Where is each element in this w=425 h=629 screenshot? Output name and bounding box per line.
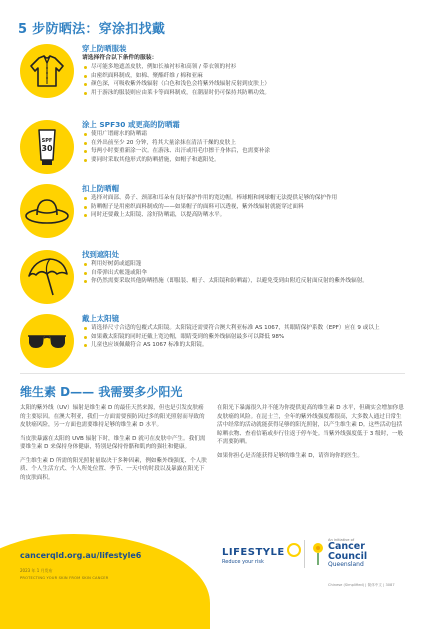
section-title: 扣上防晒帽 xyxy=(82,184,119,193)
sunglasses-icon xyxy=(20,314,74,368)
series-note: PROTECTING YOUR SKIN FROM SKIN CANCER xyxy=(20,576,109,580)
svg-text:SPF: SPF xyxy=(41,138,53,144)
section-title: 戴上太阳镜 xyxy=(82,314,119,323)
list-item: 在外出前至少 20 分钟，将其大量涂抹在清洁干燥的皮肤上 xyxy=(82,139,410,148)
section-title: 找到遮阳处 xyxy=(82,250,119,259)
list-item: 利用好树荫或遮阳篷 xyxy=(82,260,410,269)
website-link[interactable]: cancerqld.org.au/lifestyle6 xyxy=(20,551,142,560)
section-sunglasses xyxy=(20,314,410,372)
list-item: 尽可能多地遮盖皮肤，例如长袖衬衫和高领 / 带衣领的衬衫 xyxy=(82,63,410,72)
list-item: 儿童也应该佩戴符合 AS 1067 标准的太阳镜。 xyxy=(82,341,410,350)
divider xyxy=(20,373,405,374)
lifestyle6-logo xyxy=(222,543,301,565)
section-clothing xyxy=(20,44,410,110)
section-shade xyxy=(20,250,410,310)
paragraph: 当皮肤暴露在太阳的 UVB 辐射下时，维生素 D 就可在皮肤中产生。我们需要维生素 D 来保持身体健康，特别是保持骨骼和肌肉的强壮和健康。 xyxy=(20,435,206,450)
section-sunscreen xyxy=(20,120,410,180)
lifestyle-six-icon xyxy=(287,543,301,557)
paragraph: 产生维生素 D 所需的阳光照射量取决于多种因素，例如紫外线强度、个人肤质、个人生活方式、个人所处位置、季节、一天中的时段以及暴露在阳光下的皮肤面积。 xyxy=(20,457,207,481)
list-item: 请选择尺寸合适的包覆式太阳镜。太阳镜还需要符合澳大利亚标准 AS 1067，其眼睛保护系数（EPF）应在 9 或以上 xyxy=(82,324,410,333)
paragraph: 太阳的紫外线（UV）辐射是维生素 D 的最佳天然来源，但也是引发皮肤癌的主要原因。在澳大利亚，我们一方面需要预防因过多的阳光照射而导致的皮肤癌风险，另一方面也需要维持足够的维生素 D 水平。 xyxy=(20,405,205,428)
vitamin-d-right-column xyxy=(217,404,405,465)
paragraph: 在阳光下暴露很久并不能为你提供更高的维生素 D 水平，但确实会增加你患皮肤癌的风险。在昆士兰，全年的紫外线强度都很高，大多数人通过日常生活中经常的活动就能获得足够的阳光照射，以产生维生素 D。这些活动包括晾晒衣物、查看信箱或步行往返于停车处。当紫外线强度低于 3 级时，一般不需要防晒。 xyxy=(217,405,404,445)
list-item: 由密织面料制成，如棉、聚酯纤维 / 棉和亚麻 xyxy=(82,72,410,81)
initiative-label: An initiative of xyxy=(328,538,355,542)
vitamin-d-heading: 维生素 D—— 我需要多少阳光 xyxy=(20,385,183,399)
list-item: 自带弹出式帐篷或阳伞 xyxy=(82,269,410,278)
list-item: 同时还要戴上太阳镜、涂好防晒霜，以提高防晒水平。 xyxy=(82,211,410,220)
lifestyle-tagline: Reduce your risk xyxy=(222,559,264,565)
section-subtitle: 请选择符合以下条件的服装： xyxy=(82,55,158,61)
section-title: 穿上防晒服装 xyxy=(82,44,127,53)
page-title: 5 步防晒法：穿涂扣找戴 xyxy=(18,22,166,37)
list-item: 使用广谱耐水的防晒霜 xyxy=(82,130,410,139)
council-label: Council xyxy=(328,550,368,562)
list-item: 选择对面部、鼻子、颈部和耳朵有良好保护作用的宽边帽。棒球帽和网球帽无法提供足够的保护作用 xyxy=(82,194,410,203)
daffodil-icon xyxy=(311,542,325,566)
queensland-label: Queensland xyxy=(328,561,364,568)
section-hat xyxy=(20,184,410,240)
sunscreen-tube-icon xyxy=(20,120,74,174)
list-item: 用于游泳的服装则应由莱卡等面料制成，在潮湿时仍可保持其防晒功效。 xyxy=(82,89,410,98)
list-item: 你仍然需要采取其他防晒措施（即服装、帽子、太阳镜和防晒霜），以避免受到由附近反射面反射的紫外线辐射。 xyxy=(82,277,410,286)
umbrella-icon xyxy=(20,250,74,304)
document-code: Chinese (Simplified) | 简体中文 | 3087 xyxy=(328,583,395,587)
publish-note: 2023 年 1 月发布 xyxy=(20,568,53,573)
footer-decoration xyxy=(0,534,210,629)
list-item: 颜色深，可吸收紫外线辐射（白色和浅色会将紫外线辐射反射到皮肤上） xyxy=(82,80,410,89)
svg-text:30: 30 xyxy=(41,144,53,153)
list-item: 要同时采取其他形式的防晒措施，如帽子和遮阳处。 xyxy=(82,156,410,165)
paragraph: 如果你担心是否能获得足够的维生素 D，请咨询你的医生。 xyxy=(217,452,363,459)
vitamin-d-left-column xyxy=(20,404,208,487)
shirt-icon xyxy=(20,44,74,98)
lifestyle-label: LIFESTYLE xyxy=(222,547,285,558)
cancer-label: Cancer xyxy=(328,541,365,552)
section-title: 涂上 SPF30 或更高的防晒霜 xyxy=(82,120,180,129)
hat-icon xyxy=(20,184,74,238)
list-item: 如果戴太阳镜的同时还戴上宽边帽，眼睛受到的紫外线辐射最多可以降低 98% xyxy=(82,333,410,342)
list-item: 每两小时要重新涂一次。在游泳、出汗或用毛巾擦干身体后，也需要补涂 xyxy=(82,147,410,156)
list-item: 防晒帽子是用密织面料制成的——如果帽子的面料可以透视，紫外线辐射就能穿过面料 xyxy=(82,203,410,212)
logo-divider xyxy=(304,540,305,568)
